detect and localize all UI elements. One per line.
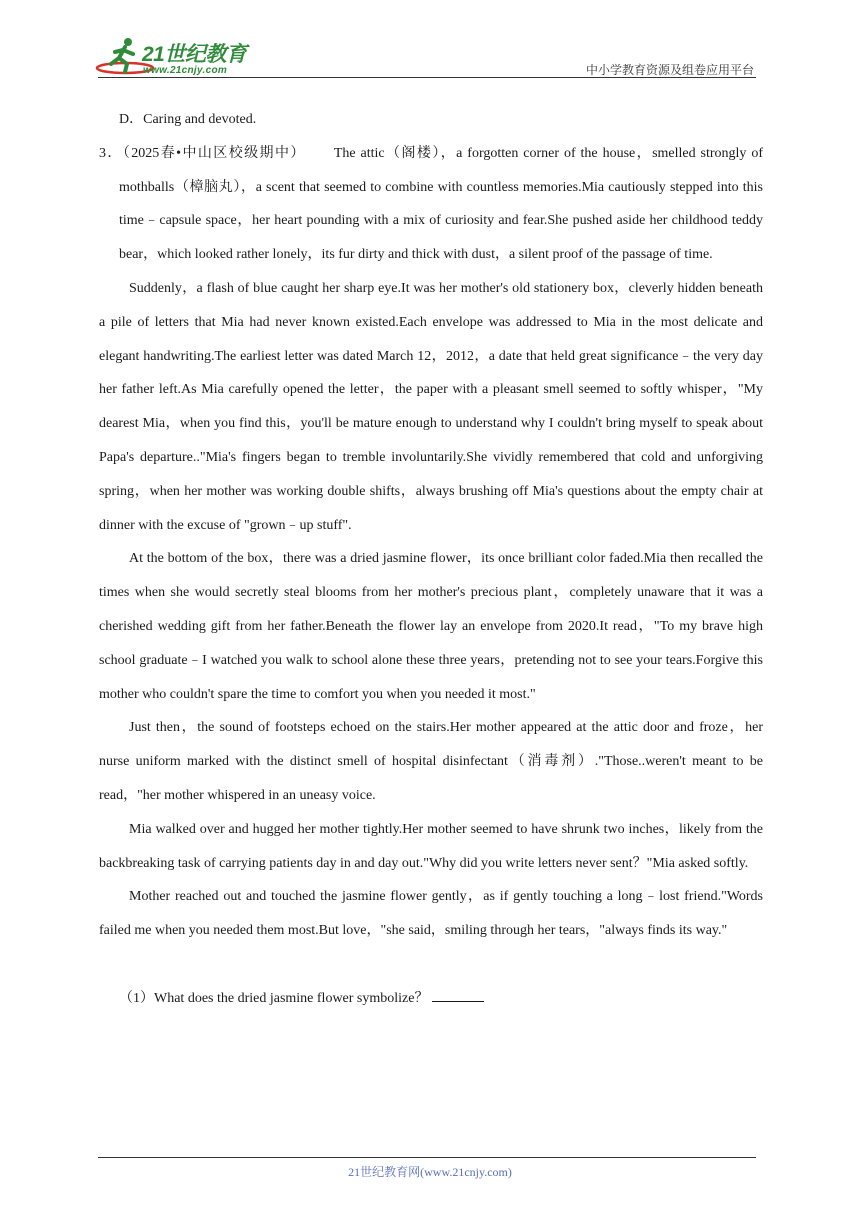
footer-divider xyxy=(98,1157,756,1158)
logo-url: www.21cnjy.com xyxy=(143,65,228,76)
question-3-paragraph-1 xyxy=(99,137,763,272)
logo-text: 21世纪教育 xyxy=(142,43,247,66)
question-number: 3． xyxy=(99,145,123,161)
paragraph-text: The attic（阁楼），a forgotten corner of the house，smelled strongly of mothballs（樟脑丸），a scent that seemed to combine with countless memories.Mia cautiously stepped into this time﹣capsule space，her heart pounding with a mix of curiosity and fear.She pushed aside her childhood teddy bear，which looked rather lonely，its fur dirty and thick with dust，a silent proof of the passage of time. xyxy=(119,145,764,263)
answer-blank[interactable] xyxy=(432,987,484,1002)
page-header xyxy=(0,0,860,80)
document-body xyxy=(99,103,763,1016)
platform-name: 中小学教育资源及组卷应用平台 xyxy=(585,63,754,77)
sub-question-1 xyxy=(99,982,763,1016)
question-3-paragraph-6: Mother reached out and touched the jasmine flower gently，as if gently touching a long﹣lost friend."Words failed me when you needed them most.But love，"she said，smiling through her tears，"always finds its way." xyxy=(99,889,763,939)
question-3-paragraph-2: Suddenly，a flash of blue caught her sharp eye.It was her mother's old stationery box，cleverly hidden beneath a pile of letters that Mia had never known existed.Each envelope was addressed to Mia in the most delicate and elegant handwriting.The earliest letter was dated March 12，2012，a date that held great significance﹣the very day her father left.As Mia carefully opened the letter，the paper with a pleasant smell seemed to softly whisper，"My dearest Mia，when you find this，you'll be mature enough to understand why I couldn't bring myself to speak about Papa's departure.."Mia's fingers began to tremble involuntarily.She vividly remembered that cold and unforgiving spring，when her mother was working double shifts，always brushing off Mia's questions about the empty chair at dinner with the excuse of "grown﹣up stuff". xyxy=(99,280,763,533)
sub-question-1-text: （1）What does the dried jasmine flower symbolize？ xyxy=(119,990,429,1006)
question-3-paragraph-3: At the bottom of the box，there was a dried jasmine flower，its once brilliant color faded.Mia then recalled the times when she would secretly steal blooms from her mother's precious plant，completely unaware that it was a cherished wedding gift from her father.Beneath the flower lay an envelope from 2020.It read，"To my brave high school graduate﹣I watched you walk to school alone these three years，pretending not to see your tears.Forgive this mother who couldn't spare the time to comfort you when you needed it most." xyxy=(99,551,763,702)
option-d: D．Caring and devoted. xyxy=(119,112,257,127)
question-3-paragraph-5: Mia walked over and hugged her mother tightly.Her mother seemed to have shrunk two inches，likely from the backbreaking task of carrying patients day in and day out."Why did you write letters never sent？"Mia asked softly. xyxy=(99,821,763,871)
question-3-paragraph-4: Just then，the sound of footsteps echoed on the stairs.Her mother appeared at the attic door and froze，her nurse uniform marked with the distinct smell of hospital disinfectant（消毒剂）."Those..weren't meant to be read，"her mother whispered in an uneasy voice. xyxy=(99,720,763,803)
question-source: （2025春•中山区校级期中） xyxy=(122,145,306,161)
spacer xyxy=(99,948,763,982)
page-footer: 21世纪教育网(www.21cnjy.com) xyxy=(348,1165,512,1179)
header-divider xyxy=(98,77,756,78)
